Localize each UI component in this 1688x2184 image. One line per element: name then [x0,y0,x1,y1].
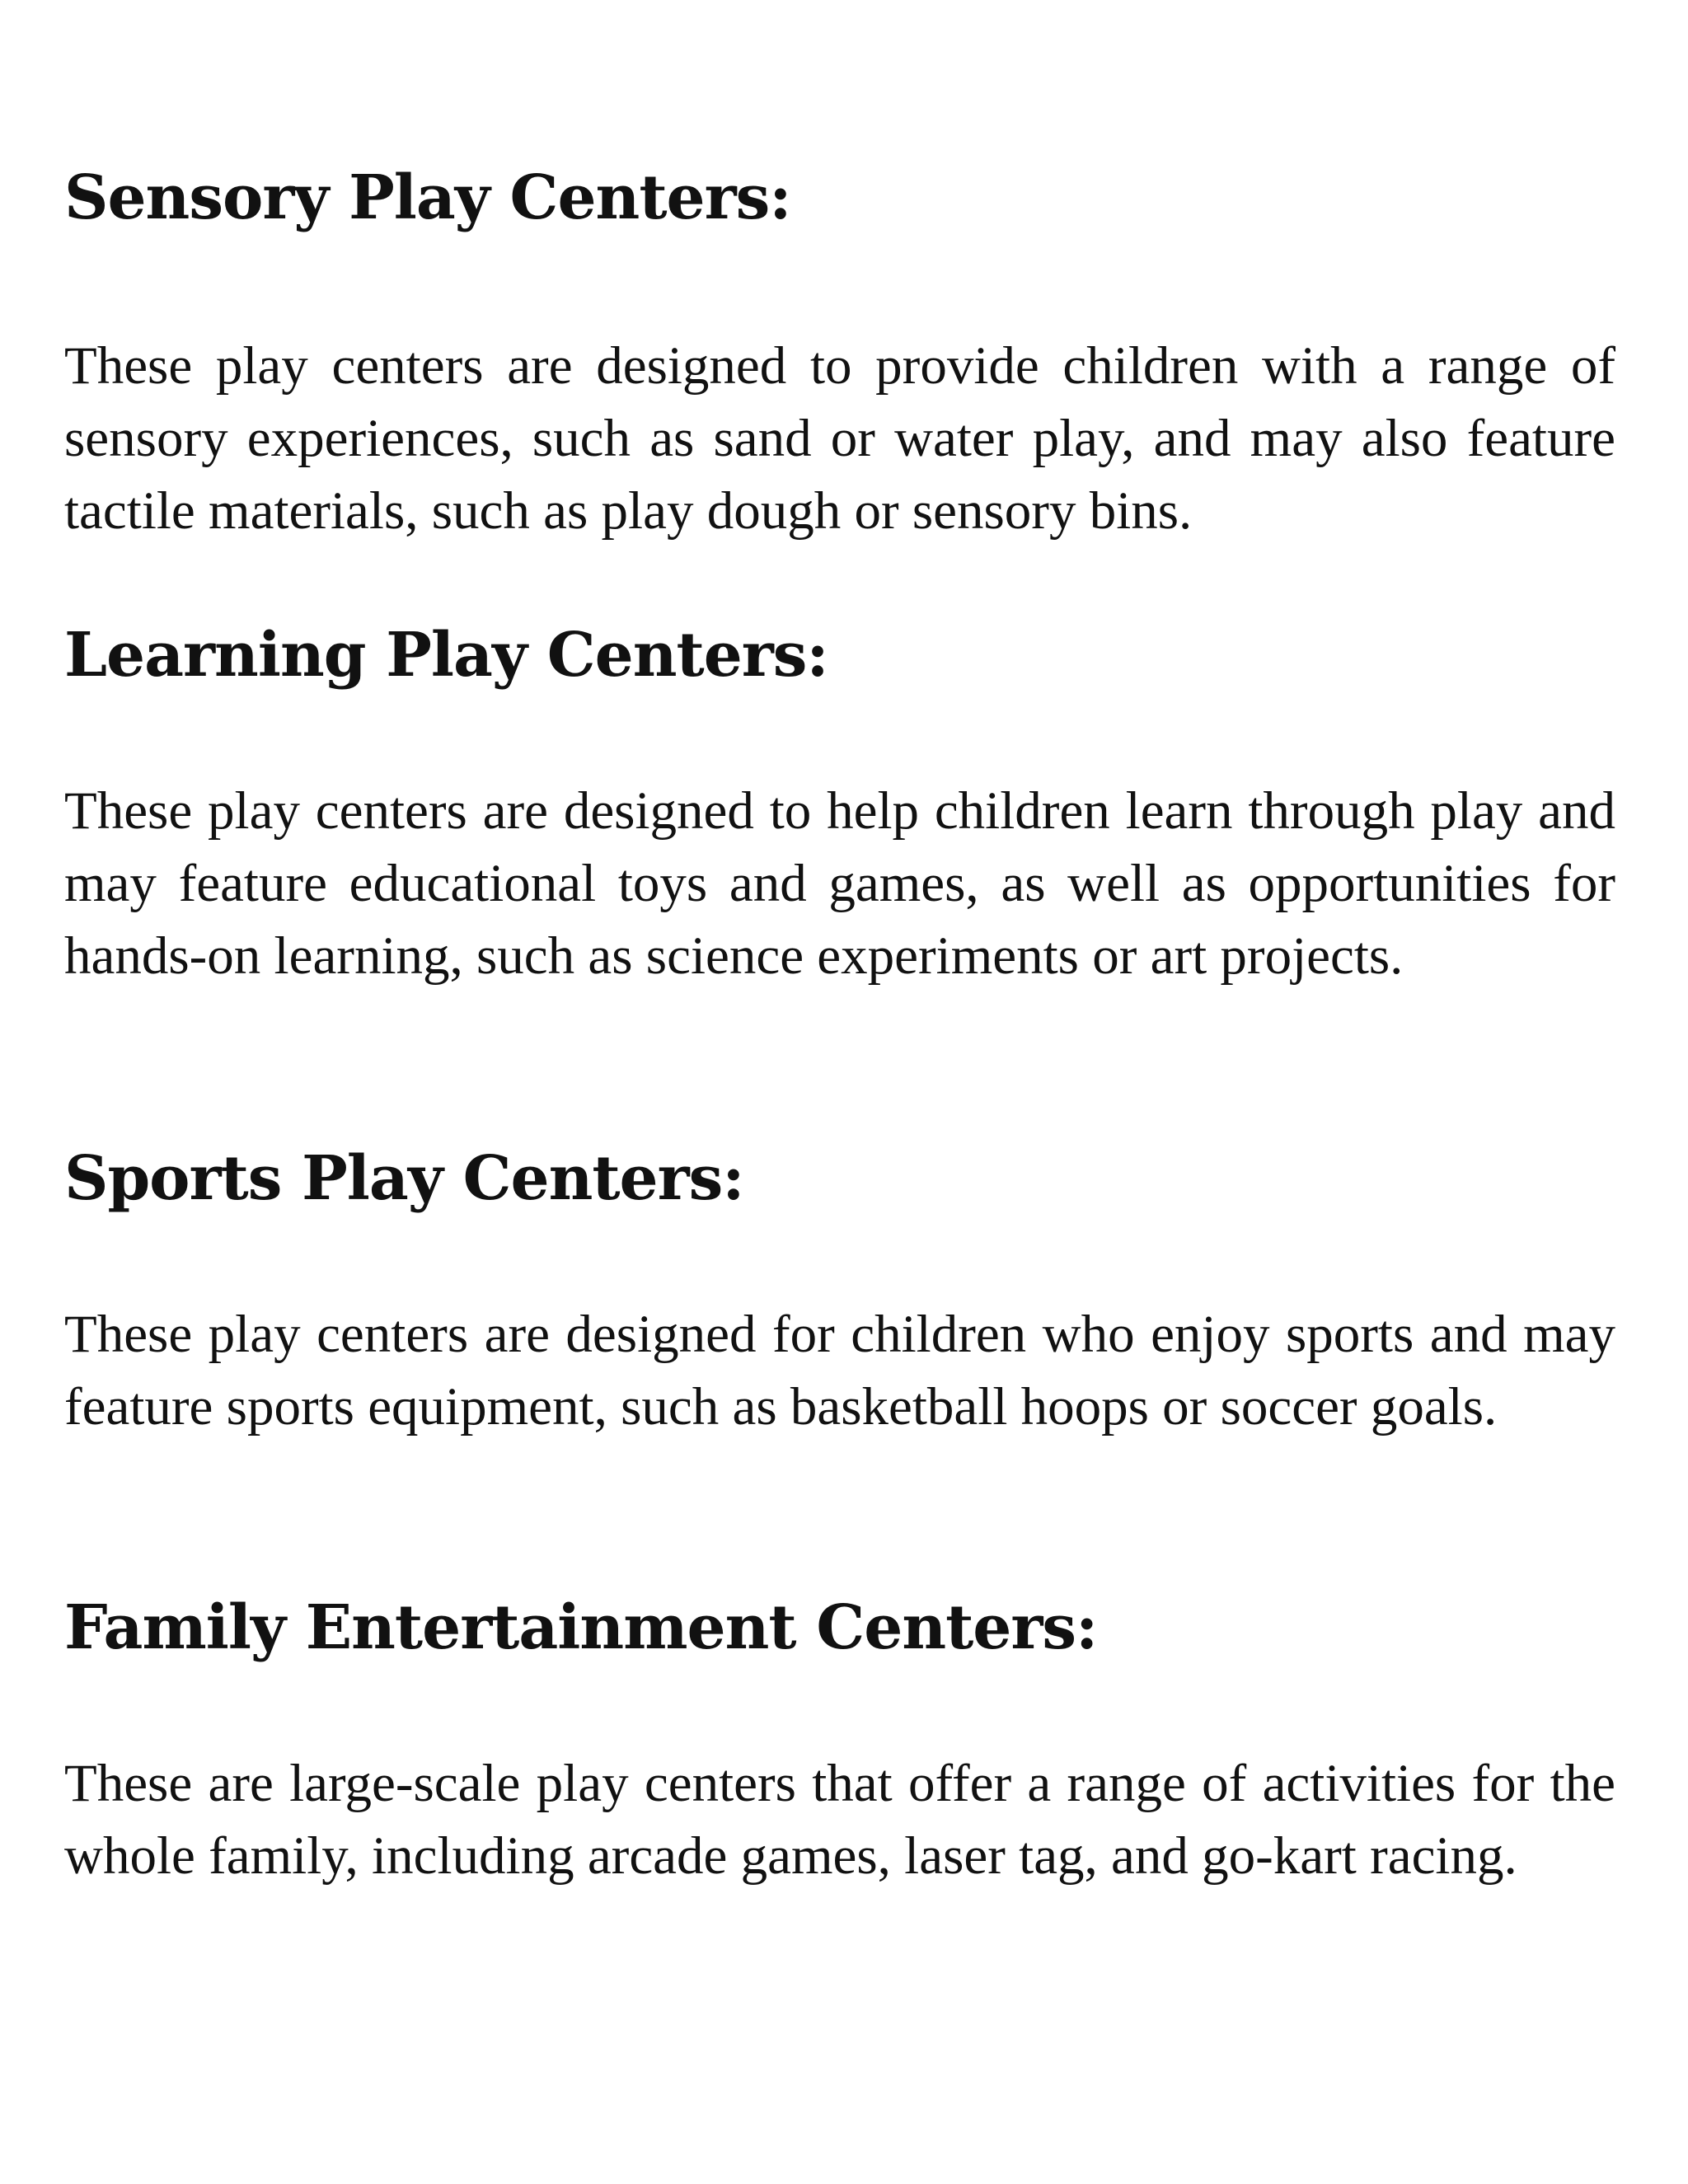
section-body-sports: These play centers are designed for children who enjoy sports and may feature sports equipment, such as basketball hoops or soccer goals. [64,1305,1615,1436]
section-heading-family-entertainment: Family Entertainment Centers: [64,1592,1098,1663]
section-heading-sports: Sports Play Centers: [64,1143,744,1214]
section-heading-sensory: Sensory Play Centers: [64,162,791,233]
section-body-sensory: These play centers are designed to provide children with a range of sensory experiences, such as sand or water play, and may also feature tactile materials, such as play dough or sensory bins. [64,336,1615,541]
section-heading-learning: Learning Play Centers: [64,620,828,691]
section-body-family-entertainment: These are large-scale play centers that offer a range of activities for the whole family, including arcade games, laser tag, and go-kart racing. [64,1754,1615,1886]
section-body-learning: These play centers are designed to help children learn through play and may feature educational toys and games, as well as opportunities for hands-on learning, such as science experiments or art projects. [64,781,1615,986]
